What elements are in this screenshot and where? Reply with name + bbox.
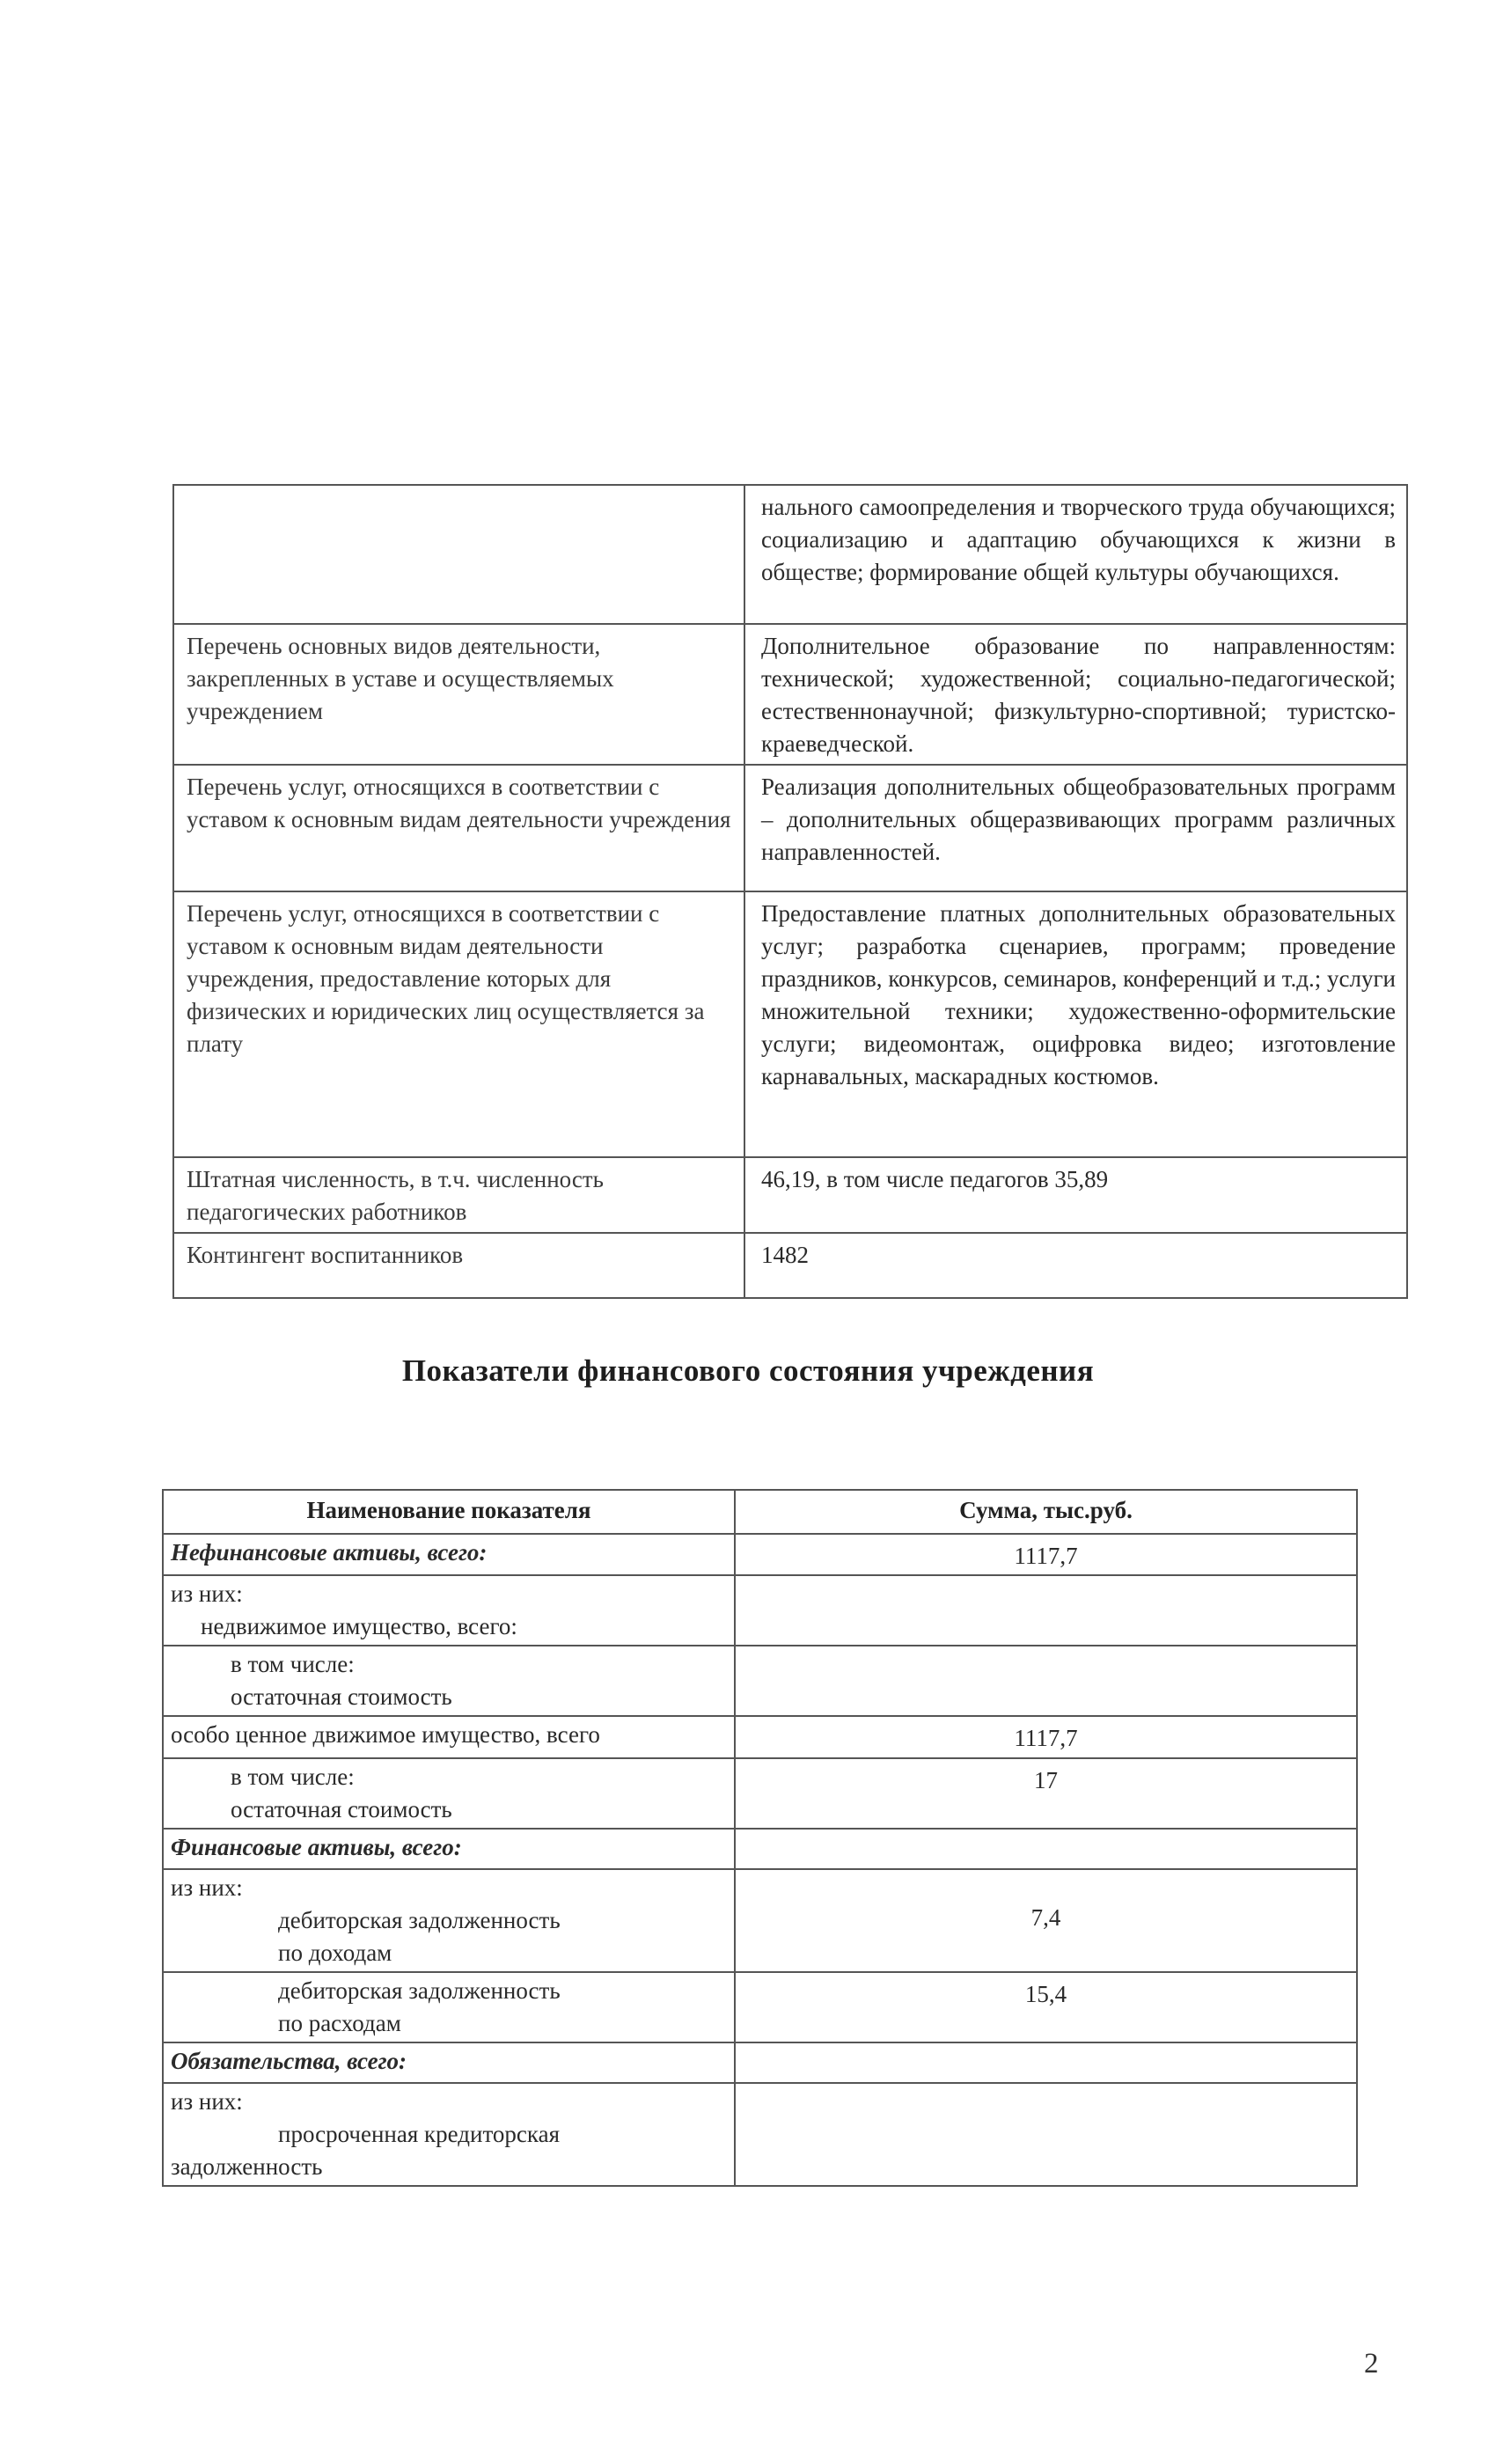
receivables-expense-cell [163,1972,735,2042]
table-row [173,891,1407,1157]
table-row [173,1233,1407,1298]
row-value: Предоставление платных дополнительных образовательных услуг; разработка сценариев, программ; проведение праздников, конкурсов, семинаров, конференций и т.д.; услуги множительной техники; художественно-оформительские услуги; видеомонтаж, оцифровка видео; изготовление карнавальных, маскарадных костюмов. [744,891,1407,1157]
financial-assets-label: Финансовые активы, всего: [163,1829,735,1869]
financial-indicators-table [162,1489,1358,2187]
row-value: 1482 [744,1233,1407,1298]
of-them-label: из них: [171,2088,243,2115]
table-row [173,1157,1407,1233]
table-row [163,1646,1357,1716]
receivables-expense-label-2: по расходам [278,2010,401,2036]
overdue-payables-value [735,2083,1357,2186]
of-them-label: из них: [171,1874,243,1901]
table-row [173,485,1407,624]
real-estate-residual-cell [163,1646,735,1716]
receivables-income-cell [163,1869,735,1972]
overdue-payables-label-1: просроченная кредиторская [278,2121,560,2147]
row-label: Перечень основных видов деятельности, закрепленных в уставе и осуществляемых учреждением [173,624,744,765]
real-estate-residual-value [735,1646,1357,1716]
row-label: Перечень услуг, относящихся в соответствии с уставом к основным видам деятельности учреждения, предоставление которых для физических и юридических лиц осуществляется за плату [173,891,744,1157]
table-row [173,765,1407,891]
table-row [163,1869,1357,1972]
table-row [163,1758,1357,1829]
table-row [163,2083,1357,2186]
residual-value-label: остаточная стоимость [231,1683,452,1710]
table-row [163,1972,1357,2042]
of-them-label: из них: [171,1580,243,1607]
table-row [163,1575,1357,1646]
overdue-payables-cell [163,2083,735,2186]
row-label [173,485,744,624]
table-row [163,1534,1357,1575]
table-row [163,1716,1357,1758]
receivables-income-label-2: по доходам [278,1940,392,1966]
movable-property-label: особо ценное движимое имущество, всего [163,1716,735,1758]
real-estate-cell [163,1575,735,1646]
page-number: 2 [1364,2348,1379,2380]
real-estate-label: недвижимое имущество, всего: [201,1613,517,1639]
row-value: Реализация дополнительных общеобразовательных программ – дополнительных общеразвивающих программ различных направленностей. [744,765,1407,891]
overdue-payables-label-2: задолженность [171,2153,323,2180]
table-row [173,624,1407,765]
including-label: в том числе: [231,1651,355,1677]
row-label: Штатная численность, в т.ч. численность педагогических работников [173,1157,744,1233]
financial-assets-value [735,1829,1357,1869]
institution-info-table [172,484,1408,1299]
header-indicator-name: Наименование показателя [163,1490,735,1534]
section-title: Показатели финансового состояния учреждения [401,1353,1095,1388]
movable-residual-value: 17 [735,1758,1357,1829]
receivables-income-value: 7,4 [735,1869,1357,1972]
movable-residual-cell [163,1758,735,1829]
receivables-income-label-1: дебиторская задолженность [278,1907,561,1933]
row-value: 46,19, в том числе педагогов 35,89 [744,1157,1407,1233]
residual-value-label: остаточная стоимость [231,1796,452,1822]
nonfinancial-assets-value: 1117,7 [735,1534,1357,1575]
liabilities-label: Обязательства, всего: [163,2042,735,2083]
row-value: Дополнительное образование по направленностям: технической; художественной; социально-педагогической; естественнонаучной; физкультурно-спортивной; туристско-краеведческой. [744,624,1407,765]
movable-property-value: 1117,7 [735,1716,1357,1758]
receivables-expense-value: 15,4 [735,1972,1357,2042]
including-label: в том числе: [231,1764,355,1790]
table-header-row [163,1490,1357,1534]
row-value: нального самоопределения и творческого труда обучающихся; социализацию и адаптацию обучающихся к жизни в обществе; формирование общей культуры обучающихся. [744,485,1407,624]
row-label: Контингент воспитанников [173,1233,744,1298]
receivables-expense-label-1: дебиторская задолженность [278,1977,561,2004]
header-sum: Сумма, тыс.руб. [735,1490,1357,1534]
row-label: Перечень услуг, относящихся в соответствии с уставом к основным видам деятельности учреждения [173,765,744,891]
real-estate-value [735,1575,1357,1646]
table-row [163,1829,1357,1869]
table-row [163,2042,1357,2083]
liabilities-value [735,2042,1357,2083]
nonfinancial-assets-label: Нефинансовые активы, всего: [163,1534,735,1575]
